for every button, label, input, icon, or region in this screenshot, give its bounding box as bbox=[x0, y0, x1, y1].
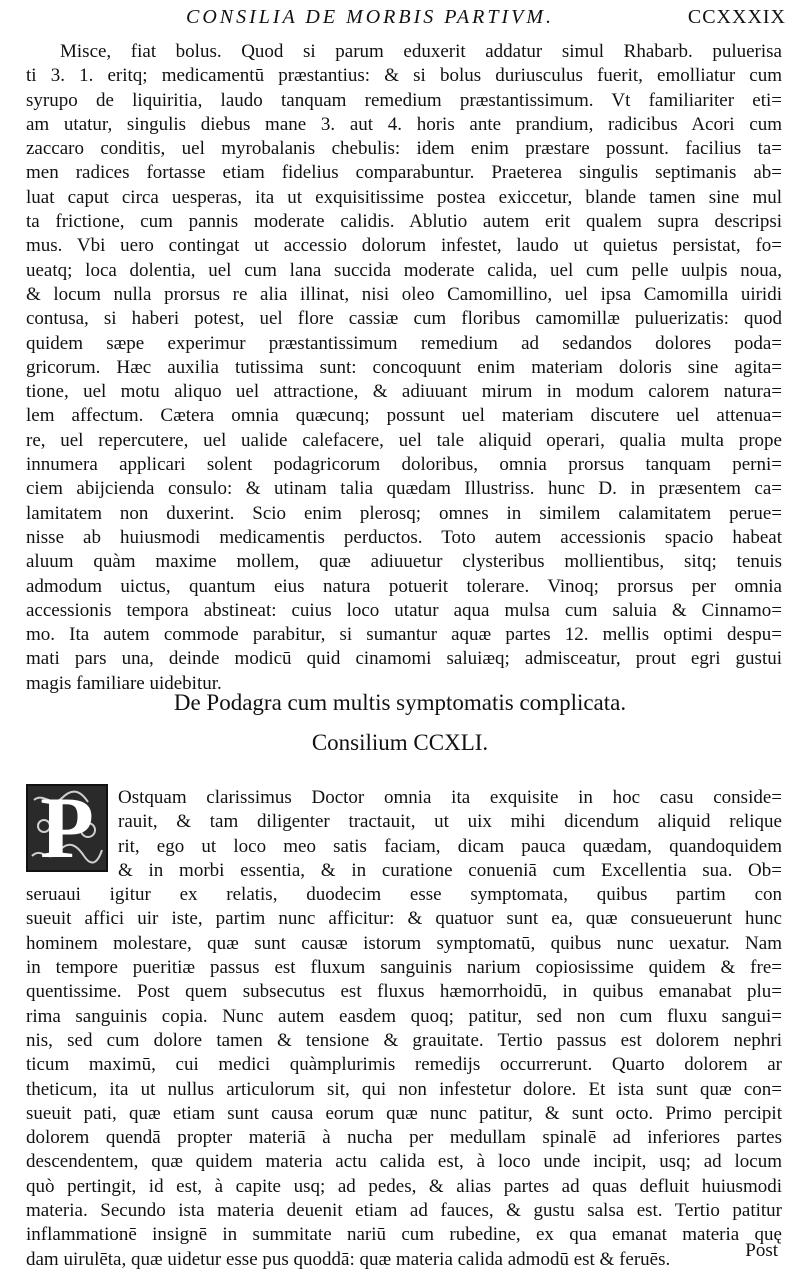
text-line: in tempore pueritiæ passus est fluxum sanguinis narium copiosissime quidem & fre= bbox=[26, 957, 782, 979]
text-line: rit, ego ut loco meo satis faciam, dicam pauca quædam, quandoquidem bbox=[118, 835, 782, 857]
text-line: ta frictione, cum pannis moderate calidis. Ablutio autem erit qualem supra descripsi bbox=[26, 211, 782, 233]
text-line: quidem sæpe experimur præstantissimum remedium ad sedandos dolores poda= bbox=[26, 332, 782, 354]
text-line: mus. Vbi uero contingat ut accessio dolorum infestet, laudo ut quietus persistat, fo= bbox=[26, 235, 782, 257]
text-line: dam uirulēta, quæ uidetur esse pus quoddā: quæ materia calida admodū est & feruēs. bbox=[26, 1248, 671, 1270]
text-line: Misce, fiat bolus. Quod si parum eduxerit addatur simul Rhabarb. puluerisa bbox=[60, 41, 782, 62]
text-line: & locum nulla prorsus re alia illinat, nisi oleo Camomillino, uel ipsa Camomilla uiridi bbox=[26, 283, 782, 305]
text-line: ueatq; loca dolentia, uel cum lana succida moderate calida, uel cum pelle uulpis noua, bbox=[26, 259, 782, 281]
text-line: re, uel repercutere, uel ualide calefacere, uel tale aliquid operari, qualia multa prope bbox=[26, 429, 782, 451]
section-title: De Podagra cum multis symptomatis complicata. bbox=[173, 690, 627, 715]
previous-consilium-text bbox=[26, 40, 782, 696]
text-line: men radices fortasse etiam fidelius comparabuntur. Praeterea singulis septimanis ab= bbox=[26, 162, 782, 184]
text-line: nis, sed cum dolore tamen & tensione & grauitate. Tertio passus est dolorem nephri bbox=[26, 1029, 782, 1051]
text-line: inflammationē insignē in summitate nariū cum rubedine, ex qua emanat materia quę bbox=[26, 1224, 782, 1246]
text-line: contusa, si haberi potest, uel flore cassiæ cum floribus camomillæ puluerizatis: quod bbox=[26, 308, 782, 330]
text-line: syrupo de liquiritia, laudo tanquam remedium præstantissimum. Vt familiariter eti= bbox=[26, 89, 782, 111]
text-line: innumera applicari solent podagricorum doloribus, omnia prorsus tanquam perni= bbox=[26, 454, 782, 476]
text-line: quentissime. Post quem subsecutus est fluxus hæmorrhoidū, in quibus emanabat plu= bbox=[26, 981, 782, 1003]
initial-letter: P bbox=[40, 784, 94, 872]
text-line: gricorum. Hæc auxilia tutissima sunt: concoquunt enim materiam doloris sine agita= bbox=[26, 356, 782, 378]
text-line: tione, uel motu aliquo uel attractione, & adiuuant mirum in modum calorem natura= bbox=[26, 381, 782, 403]
text-line: materia. Secundo ista materia deuenit etiam ad fauces, & gustu salsa est. Tertio patitur bbox=[26, 1200, 782, 1222]
running-head bbox=[0, 2, 800, 42]
text-line: zaccaro conditis, uel myrobalanis chebulis: idem enim præstare possunt. facilius ta= bbox=[26, 138, 782, 160]
text-line: ciem abijcienda consulo: & utinam talia quædam Illustriss. hunc D. in præsentem ca= bbox=[26, 478, 782, 500]
text-line: descendentem, quæ quidem materia actu calida est, à loco unde incipit, usq; ad locum bbox=[26, 1151, 782, 1173]
catchword: Post bbox=[745, 1240, 778, 1261]
text-line: lem affectum. Cætera omnia quæcunq; possunt uel materiam discutere uel attenua= bbox=[26, 405, 782, 427]
text-line: magis familiare uidebitur. bbox=[26, 672, 222, 694]
text-line: sueuit affici uir iste, partim nunc afficitur: & quatuor sunt ea, quæ consueuerunt hunc bbox=[26, 908, 782, 930]
text-line: lamitatem non duxerint. Scio enim plerosq; omnes in similem calamitatem perue= bbox=[26, 502, 782, 524]
folio-number: CCXXXIX bbox=[687, 6, 786, 28]
text-line: luat caput circa uesperas, ita ut exquisitissime postea exiccetur, blande tamen sine mul bbox=[26, 186, 782, 208]
text-line: ti 3. 1. eritq; medicamentū præstantius: & si bolus duriusculus fuerit, emolliatur cum bbox=[26, 65, 782, 87]
text-line: admodum uictus, quantum eius natura potuerit tolerare. Vinoq; prorsus per omnia bbox=[26, 575, 782, 597]
text-line: accessionis tempora abstineat: cuius loco utatur aqua mulsa cum saluia & Cinnamo= bbox=[26, 599, 782, 621]
consilium-number: Consilium CCXLI. bbox=[311, 730, 489, 755]
text-line: rauit, & tam diligenter tractauit, ut uix mihi dicendum aliquid relique bbox=[118, 811, 782, 833]
text-line: & in morbi essentia, & in curatione conueniā cum Excellentia sua. Ob= bbox=[118, 859, 782, 881]
text-line: aluum quàm maxime mollem, quæ adiuuetur clysteribus mollientibus, sitq; tenuis bbox=[26, 551, 782, 573]
text-line: mo. Ita autem commode parabitur, si sumantur aquæ partes 12. mellis optimi despu= bbox=[26, 624, 782, 646]
text-line: nisse ab huiusmodi medicamentis perductos. Toto autem accessionis spacio habeat bbox=[26, 526, 782, 548]
text-line: mati pars una, deinde modicū quid cinamomi saluiæq; admisceatur, prout egri gustui bbox=[26, 648, 782, 670]
text-line: hominem molestare, quæ sunt causæ istorum symptomatū, quibus nunc uexatur. Nam bbox=[26, 932, 782, 954]
text-line: Ostquam clarissimus Doctor omnia ita exquisite in hoc casu conside= bbox=[118, 787, 782, 808]
text-line: rima sanguinis copia. Nunc autem easdem quoq; patitur, sed non cum fluxu sangui= bbox=[26, 1005, 782, 1027]
text-line: ticum maximū, cui medici quàmplurimis remedijs occurrerunt. Quarto dolorem ar bbox=[26, 1054, 782, 1076]
text-line: sueuit pati, quæ etiam sunt causa eorum quæ nunc patitur, & sunt octo. Primo percipit bbox=[26, 1102, 782, 1124]
text-line: theticum, ita ut nullus articulorum sit, qui non infestetur dolore. Et ista sunt quæ con= bbox=[26, 1078, 782, 1100]
text-line: am utatur, singulis diebus mane 3. aut 4. horis ante prandium, radicibus Acori cum bbox=[26, 113, 782, 135]
text-line: quò pertingit, id est, à capite usq; ad pedes, & alias partes ad quas defluit huiusmodi bbox=[26, 1175, 782, 1197]
text-line: seruaui igitur ex relatis, duodecim esse symptomata, quibus partim con bbox=[26, 884, 782, 906]
text-line: dolorem quendā propter materiā à nucha per medullam spinalē ad inferiores partes bbox=[26, 1127, 782, 1149]
running-title: CONSILIA DE MORBIS PARTIVM. bbox=[185, 6, 554, 28]
consilium-text bbox=[26, 786, 782, 1272]
